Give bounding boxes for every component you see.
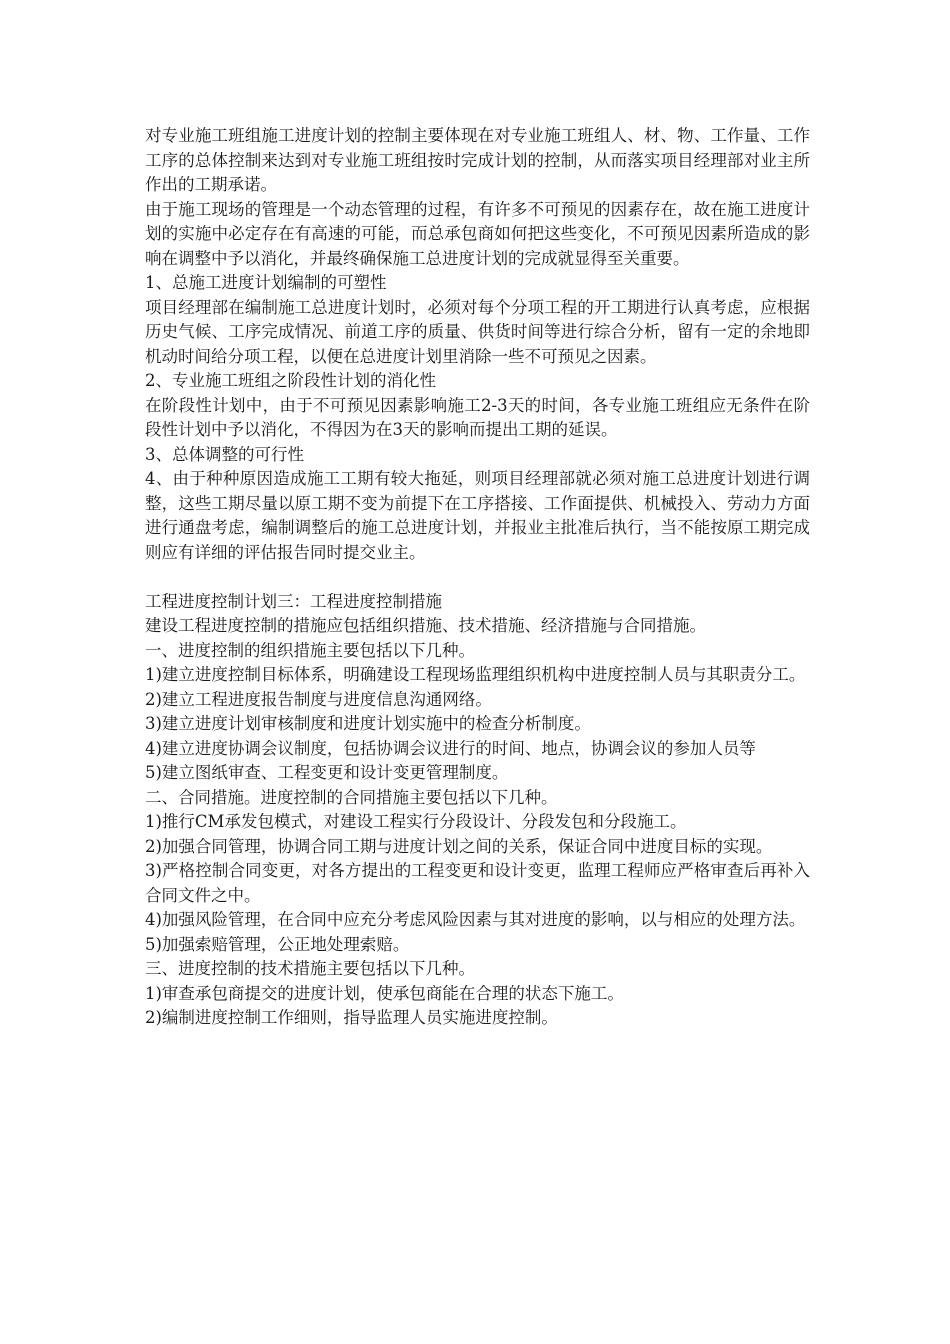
list-item: 5)建立图纸审查、工程变更和设计变更管理制度。	[145, 763, 509, 782]
section-heading: 三、进度控制的技术措施主要包括以下几种。	[145, 959, 475, 978]
body-paragraph: 对专业施工班组施工进度计划的控制主要体现在对专业施工班组人、材、物、工作量、工作工序的总体控制来达到对专业施工班组按时完成计划的控制，从而落实项目经理部对业主所作出的工期承诺。	[145, 126, 810, 194]
list-item: 4)建立进度协调会议制度，包括协调会议进行的时间、地点，协调会议的参加人员等	[145, 738, 756, 758]
list-item: 3)严格控制合同变更，对各方提出的工程变更和设计变更，监理工程师应严格审查后再补入合同文件之中。	[145, 861, 810, 905]
list-item: 2)建立工程进度报告制度与进度信息沟通网络。	[145, 689, 492, 709]
body-paragraph: 项目经理部在编制施工总进度计划时，必须对每个分项工程的开工期进行认真考虑，应根据历史气候、工序完成情况、前道工序的质量、供货时间等进行综合分析，留有一定的余地即机动时间给分项工程，以便在总进度计划里消除一些不可预见之因素。	[145, 297, 810, 366]
list-item: 1)推行CM承发包模式，对建设工程实行分段设计、分段发包和分段施工。	[145, 812, 687, 831]
section-title: 工程进度控制计划三：工程进度控制措施	[145, 591, 442, 611]
section-heading: 1、总施工进度计划编制的可塑性	[145, 273, 387, 292]
list-item: 5)加强索赔管理，公正地处理索赔。	[145, 934, 410, 954]
section-heading: 2、专业施工班组之阶段性计划的消化性	[145, 371, 436, 390]
document-page	[145, 124, 810, 1031]
body-paragraph: 由于施工现场的管理是一个动态管理的过程，有许多不可预见的因素存在，故在施工进度计划的实施中必定存在有高速的可能，而总承包商如何把这些变化，不可预见因素所造成的影响在调整中予以消化，并最终确保施工总进度计划的完成就显得至关重要。	[145, 199, 810, 268]
body-paragraph: 建设工程进度控制的措施应包括组织措施、技术措施、经济措施与合同措施。	[145, 616, 706, 635]
section-heading: 3、总体调整的可行性	[145, 444, 304, 464]
list-item: 2)编制进度控制工作细则，指导监理人员实施进度控制。	[145, 1008, 558, 1027]
body-paragraph: 4、由于种种原因造成施工工期有较大拖延，则项目经理部就必须对施工总进度计划进行调整，这些工期尽量以原工期不变为前提下在工序搭接、工作面提供、机械投入、劳动力方面进行通盘考虑，编制调整后的施工总进度计划，并报业主批准后执行，当不能按原工期完成则应有详细的评估报告同时提交业主。	[145, 469, 810, 562]
list-item: 1)审查承包商提交的进度计划，使承包商能在合理的状态下施工。	[145, 983, 624, 1003]
list-item: 1)建立进度控制目标体系，明确建设工程现场监理组织机构中进度控制人员与其职责分工。	[145, 665, 806, 684]
section-heading: 一、进度控制的组织措施主要包括以下几种。	[145, 640, 475, 660]
section-heading: 二、合同措施。进度控制的合同措施主要包括以下几种。	[145, 787, 558, 807]
list-item: 2)加强合同管理，协调合同工期与进度计划之间的关系，保证合同中进度目标的实现。	[145, 836, 773, 856]
blank-line	[145, 565, 810, 590]
list-item: 4)加强风险管理，在合同中应充分考虑风险因素与其对进度的影响，以与相应的处理方法。	[145, 910, 806, 929]
list-item: 3)建立进度计划审核制度和进度计划实施中的检查分析制度。	[145, 714, 591, 733]
body-paragraph: 在阶段性计划中，由于不可预见因素影响施工2-3天的时间，各专业施工班组应无条件在阶段性计划中予以消化，不得因为在3天的影响而提出工期的延误。	[145, 395, 810, 439]
